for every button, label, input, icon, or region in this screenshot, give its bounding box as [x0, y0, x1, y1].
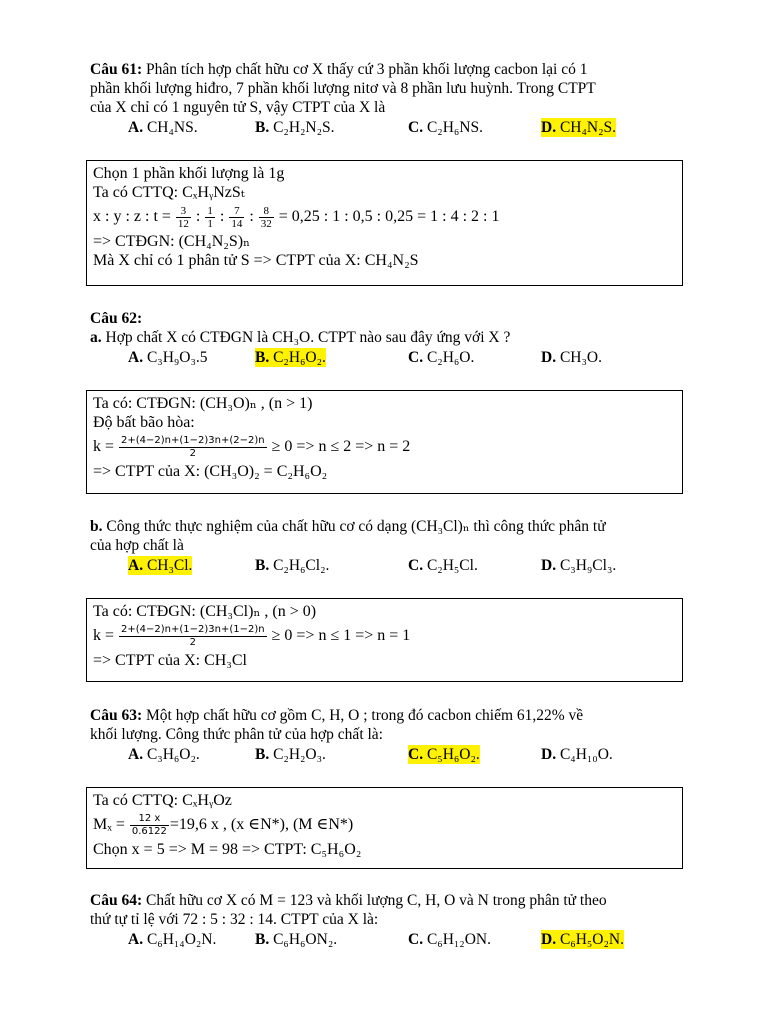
question-text-line: của hợp chất là: [90, 537, 184, 554]
option-b[interactable]: B. C₂H₆Cl₂.: [255, 557, 330, 574]
denominator: 2: [189, 636, 197, 648]
question-61-text: [90, 60, 690, 79]
fraction: [229, 205, 244, 230]
m-suffix: =19,6 x , (x ∈N*), (M ∈N*): [169, 816, 354, 833]
option-d[interactable]: D. C₃H₉Cl₃.: [541, 557, 617, 574]
option-b[interactable]: B. C₆H₆ON₂.: [255, 931, 338, 948]
option-d-correct[interactable]: D. C₆H₅O₂N.: [541, 931, 624, 948]
solution-line: Ta có: CTĐGN: (CH₃O)ₙ , (n > 1): [93, 395, 313, 412]
option-text: C₂H₂N₂S.: [273, 119, 335, 136]
option-text: C₃H₉O₃.5: [146, 349, 208, 366]
solution-line: Ta có CTTQ: CₓHᵧOz: [93, 792, 232, 809]
option-b[interactable]: B. C₂H₂N₂S.: [255, 119, 335, 136]
question-text-line: của X chỉ có 1 nguyên tử S, vậy CTPT của X là: [90, 99, 386, 116]
option-c[interactable]: C. C₆H₁₂ON.: [408, 931, 491, 948]
question-text-line: Một hợp chất hữu cơ gồm C, H, O ; trong đó cacbon chiếm 61,22% về: [142, 707, 584, 724]
numerator: 3: [176, 205, 191, 218]
solution-box-63: [86, 787, 683, 869]
option-a[interactable]: A. C₃H₆O₂.: [128, 746, 200, 763]
k-formula-line: [93, 432, 676, 462]
fraction: [119, 624, 267, 649]
fraction: [259, 205, 274, 230]
numerator: 2+(4−2)n+(1−2)3n+(2−2)n: [121, 434, 265, 446]
question-text-line: Hợp chất X có CTĐGN là CH₃O. CTPT nào sau đây ứng với X ?: [101, 329, 511, 346]
answer-options: [90, 930, 690, 950]
ratio-suffix: = 0,25 : 1 : 0,5 : 0,25 = 1 : 4 : 2 : 1: [278, 208, 500, 225]
fraction: [205, 205, 215, 230]
option-c[interactable]: C. C₂H₅Cl.: [408, 557, 478, 574]
option-c[interactable]: C. C₂H₆NS.: [408, 119, 483, 136]
sub-question-label: b.: [90, 518, 103, 535]
question-label: Câu 61:: [90, 61, 143, 78]
solution-line: Chọn x = 5 => M = 98 => CTPT: C₅H₆O₂: [93, 841, 362, 858]
denominator: 32: [260, 217, 272, 230]
option-text: C₂H₆Cl₂.: [273, 557, 330, 574]
numerator: 7: [229, 205, 244, 218]
question-text-line: phần khối lượng hiđro, 7 phần khối lượng nitơ và 8 phần lưu huỳnh. Trong CTPT: [90, 80, 596, 97]
option-text: C₂H₆NS.: [426, 119, 483, 136]
solution-box-62b: [86, 598, 683, 682]
solution-line: Ta có: CTĐGN: (CH₃Cl)ₙ , (n > 0): [93, 603, 317, 620]
answer-options: [90, 118, 690, 138]
numerator: 12 x: [130, 813, 169, 826]
ratio-prefix: x : y : z : t =: [93, 208, 171, 225]
option-b[interactable]: B. C₂H₂O₃.: [255, 746, 326, 763]
question-63: [90, 706, 690, 765]
k-prefix: k =: [93, 438, 115, 455]
denominator: 14: [231, 217, 243, 230]
solution-line: Độ bất bão hòa:: [93, 414, 195, 431]
question-text-line: thứ tự tỉ lệ với 72 : 5 : 32 : 14. CTPT của X là:: [90, 911, 379, 928]
option-a[interactable]: A. CH₄NS.: [128, 119, 198, 136]
solution-line: Mà X chỉ có 1 phân tử S => CTPT của X: CH₄N₂S: [93, 252, 419, 269]
option-text: CH₄NS.: [146, 119, 198, 136]
numerator: 1: [207, 204, 213, 217]
k-formula-line: [93, 621, 676, 651]
question-text-line: Phân tích hợp chất hữu cơ X thấy cứ 3 phần khối lượng cacbon lại có 1: [142, 61, 588, 78]
option-c[interactable]: C. C₂H₆O.: [408, 349, 475, 366]
option-text: C₆H₅O₂N.: [559, 931, 624, 948]
option-text: C₄H₁₀O.: [559, 746, 613, 763]
k-suffix: ≥ 0 => n ≤ 2 => n = 2: [271, 438, 411, 455]
option-b-correct[interactable]: B. C₂H₆O₂.: [255, 349, 326, 366]
option-a-correct[interactable]: A. CH₃Cl.: [128, 557, 193, 574]
answer-options: [90, 348, 690, 368]
option-text: C₃H₉Cl₃.: [559, 557, 617, 574]
numerator: 2+(4−2)n+(1−2)3n+(1−2)n: [121, 623, 265, 635]
question-62b: [90, 517, 690, 576]
question-text-line: Chất hữu cơ X có M = 123 và khối lượng C, H, O và N trong phân tử theo: [142, 892, 607, 909]
fraction: [130, 813, 169, 838]
ratio-line: x : y : z : t = $\frac{3}{12}$ : $\frac{1}{1}$ : $\frac{7}{14}$ : $\frac{8}{32}$ = 0,25 : 1 : 0,5 : 0,25 = 1 : 4 : 2 : 1: [93, 204, 500, 230]
sub-question-label: a.: [90, 329, 102, 346]
solution-line: Ta có CTTQ: CₓHᵧNzSₜ: [93, 184, 245, 201]
option-c-correct[interactable]: C. C₅H₆O₂.: [408, 746, 480, 763]
solution-line: => CTPT của X: CH₃Cl: [93, 652, 247, 669]
option-text: CH₃Cl.: [146, 557, 193, 574]
denominator: 2: [189, 447, 197, 459]
option-a[interactable]: A. C₃H₉O₃.5: [128, 349, 208, 366]
question-text-line: Công thức thực nghiệm của chất hữu cơ có dạng (CH₃Cl)ₙ thì công thức phân tử: [102, 518, 606, 535]
solution-line: => CTĐGN: (CH₄N₂S)ₙ: [93, 233, 251, 250]
denominator: 1: [207, 217, 213, 230]
solution-line: => CTPT của X: (CH₃O)₂ = C₂H₆O₂: [93, 463, 328, 480]
option-text: C₂H₅Cl.: [426, 557, 478, 574]
option-text: C₃H₆O₂.: [146, 746, 200, 763]
question-label: Câu 64:: [90, 892, 143, 909]
solution-box-61: [86, 160, 683, 286]
option-text: C₆H₆ON₂.: [273, 931, 338, 948]
option-d-correct[interactable]: D. CH₄N₂S.: [541, 119, 616, 136]
option-text: CH₄N₂S.: [559, 119, 616, 136]
question-text-line: khối lượng. Công thức phân tử của hợp chất là:: [90, 726, 383, 743]
solution-line: Chọn 1 phần khối lượng là 1g: [93, 165, 285, 182]
fraction: [119, 435, 267, 460]
numerator: 8: [259, 205, 274, 218]
option-text: C₂H₂O₃.: [273, 746, 326, 763]
question-label: Câu 63:: [90, 707, 143, 724]
denominator: 12: [177, 217, 189, 230]
fraction: [176, 205, 191, 230]
option-d[interactable]: D. C₄H₁₀O.: [541, 746, 613, 763]
option-a[interactable]: A. C₆H₁₄O₂N.: [128, 931, 217, 948]
option-text: C₆H₁₄O₂N.: [146, 931, 217, 948]
molar-mass-line: [93, 810, 676, 840]
question-62a-text: [90, 328, 690, 347]
option-d[interactable]: D. CH₃O.: [541, 349, 602, 366]
question-label: Câu 62:: [90, 310, 143, 327]
option-text: C₆H₁₂ON.: [426, 931, 491, 948]
k-prefix: k =: [93, 627, 115, 644]
solution-box-62a: [86, 390, 683, 494]
option-text: C₂H₆O₂.: [273, 349, 326, 366]
question-61: [90, 60, 690, 138]
option-text: C₂H₆O.: [426, 349, 475, 366]
question-62: [90, 309, 690, 368]
denominator: 0.6122: [131, 825, 167, 837]
k-suffix: ≥ 0 => n ≤ 1 => n = 1: [271, 627, 411, 644]
answer-options: [90, 745, 690, 765]
question-64: [90, 891, 690, 950]
option-text: CH₃O.: [559, 349, 602, 366]
option-text: C₅H₆O₂.: [426, 746, 480, 763]
m-prefix: Mₓ =: [93, 816, 125, 833]
answer-options: [90, 556, 690, 576]
